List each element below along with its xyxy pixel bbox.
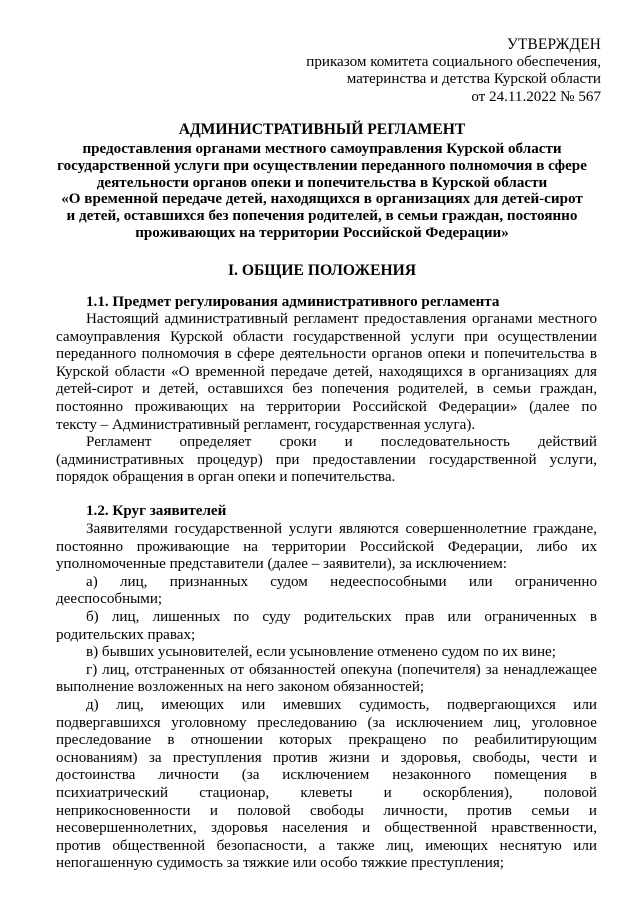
paragraph-line: Настоящий административный регламент предоставления органами местного [86,311,597,327]
subtitle-line: предоставления органами местного самоуправления Курской области [82,141,562,157]
paragraph-line: неприкосновенности и половой свободы личности, против семьи и [56,802,597,819]
section-heading: 1.2. Круг заявителей [86,503,227,519]
subtitle-line: «О временной передаче детей, находящихся в организациях для детей-сирот [61,191,583,208]
paragraph-line: основаниям) за преступления против жизни и здоровья, свободы, чести и [56,749,597,766]
paragraph-line: постоянно проживающие на территории Российской Федерации, либо их [56,538,597,555]
paragraph-line: Регламент определяет сроки и последовательность действий [86,434,597,451]
paragraph-line: (административных процедур) при предоставлении государственной услуги, [56,451,597,468]
paragraph-line: выполнение возложенных на него законом обязанностей; [56,679,425,696]
list-item-a: а) лиц, признанных судом недееспособными или ограниченно [86,573,597,590]
paragraph-line: Курской области «О временной передаче детей, находящихся в организациях для [56,363,597,380]
paragraph-line: переданного полномочия в сфере деятельности органов опеки и попечительства в [56,346,597,363]
paragraph-line: подвергавшихся уголовному преследованию (за исключением лиц, уголовное [56,714,597,731]
subtitle-line: государственной услуги при осуществлении переданного полномочия в сфере [57,157,587,174]
approval-title: УТВЕРЖДЕН [506,36,601,53]
document-title: АДМИНИСТРАТИВНЫЙ РЕГЛАМЕНТ [178,121,466,138]
section-1-2 [85,503,597,521]
paragraph-line: достоинства личности (за исключением незаконного помещения в [56,767,597,784]
approval-date: от 24.11.2022 № 567 [471,88,601,105]
section-1-1 [85,294,597,312]
paragraph-line: детей-сирот и детей, оставшихся без попечения родителей, в семьи граждан, [56,381,597,398]
list-item-d: д) лиц, имеющих или имевших судимость, подвергающихся или [86,696,597,713]
paragraph-line: непогашенную судимость за тяжкие или особо тяжкие преступления; [56,855,504,872]
section-1-2-body [56,521,597,873]
subtitle-line: и детей, оставшихся без попечения родителей, в семьи граждан, постоянно [66,208,578,225]
paragraph-line: против общественной безопасности, а также лиц, имеющих неснятую или [56,837,597,854]
paragraph-line: уполномоченные представители (далее – заявители), за исключением: [56,556,507,573]
paragraph-line: дееспособными; [56,591,163,608]
paragraph-line: порядок обращения в орган опеки и попечительства. [56,469,396,486]
approval-line: приказом комитета социального обеспечения, [306,53,601,70]
list-item-g: г) лиц, отстраненных от обязанностей опекуна (попечителя) за ненадлежащее [86,661,597,678]
paragraph-line: несовершеннолетних, здоровья населения и общественной нравственности, [56,820,597,837]
paragraph-line: преследование в отношении которых прекращено по реабилитирующим [56,732,597,749]
section-title: I. ОБЩИЕ ПОЛОЖЕНИЯ [227,262,417,279]
paragraph-line: Заявителями государственной услуги являются совершеннолетние граждане, [86,521,597,537]
paragraph-line: постоянно проживающих на территории Российской Федерации» (далее по [56,398,597,415]
paragraph-line: тексту – Административный регламент, государственная услуга). [56,416,476,433]
approval-block [306,36,601,106]
paragraph-line: психиатрический стационар, клеветы и оскорбления), половой [56,784,597,801]
section-1-1-body [56,311,597,487]
list-item-b: б) лиц, лишенных по суду родительских прав или ограниченных в [86,608,597,625]
document-subtitle [56,141,588,242]
approval-line: материнства и детства Курской области [346,71,601,88]
paragraph-line: родительских правах; [56,626,196,643]
subtitle-line: деятельности органов опеки и попечительства в Курской области [96,174,548,191]
section-heading: 1.1. Предмет регулирования административного регламента [86,294,500,310]
subtitle-line: проживающих на территории Российской Федерации» [135,224,509,241]
paragraph-line: самоуправления Курской области государственной услуги при осуществлении [56,328,597,345]
list-item-v: в) бывших усыновителей, если усыновление отменено судом по их вине; [86,644,556,661]
